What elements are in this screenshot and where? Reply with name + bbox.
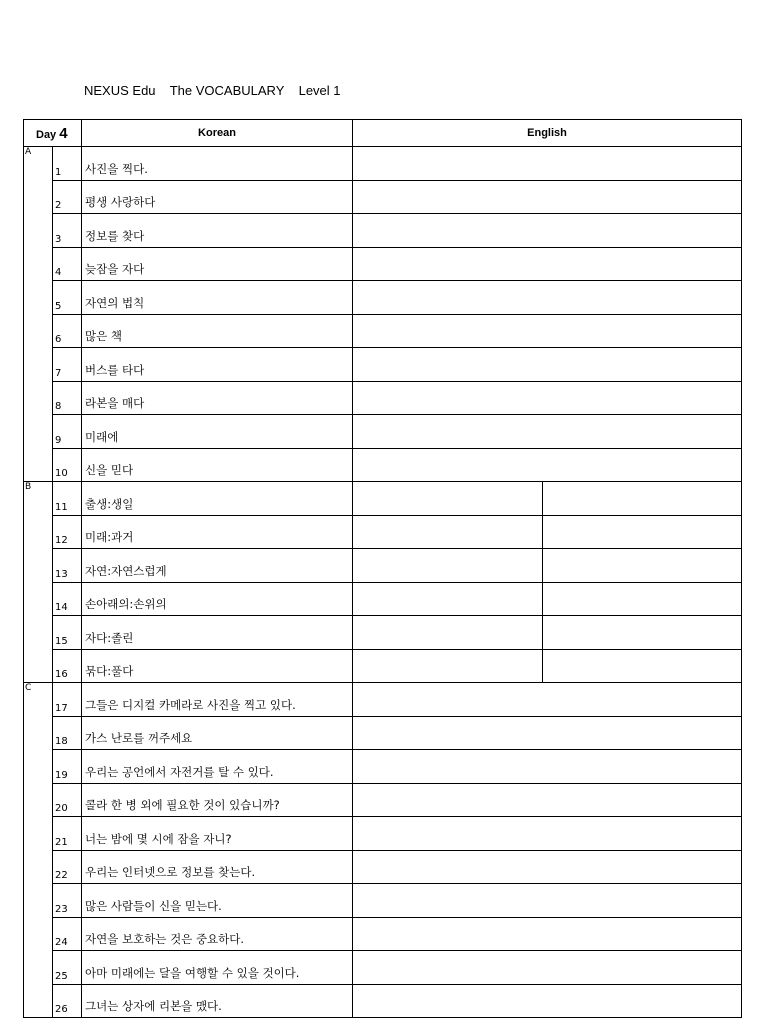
table-row	[24, 850, 742, 884]
english-answer-cell-right[interactable]	[543, 515, 742, 549]
korean-cell: 우리는 공언에서 자전거를 탈 수 있다.	[82, 750, 353, 784]
table-row	[24, 515, 742, 549]
korean-cell: 늦잠을 자다	[82, 247, 353, 281]
korean-cell: 그들은 디지컬 카메라로 사진을 찍고 있다.	[82, 683, 353, 717]
item-number: 26	[53, 984, 82, 1018]
english-answer-cell[interactable]	[353, 247, 742, 281]
english-answer-cell-right[interactable]	[543, 549, 742, 583]
korean-cell: 묶다:풀다	[82, 649, 353, 683]
table-row	[24, 616, 742, 650]
table-row	[24, 214, 742, 248]
english-answer-cell[interactable]	[353, 817, 742, 851]
korean-column-header: Korean	[82, 120, 353, 147]
korean-cell: 자연을 보호하는 것은 중요하다.	[82, 917, 353, 951]
table-row	[24, 984, 742, 1018]
korean-cell: 우리는 인터넷으로 정보를 찾는다.	[82, 850, 353, 884]
english-answer-cell-left[interactable]	[353, 549, 543, 583]
table-row	[24, 750, 742, 784]
english-answer-cell[interactable]	[353, 180, 742, 214]
english-answer-cell-left[interactable]	[353, 515, 543, 549]
item-number: 1	[53, 147, 82, 181]
item-number: 4	[53, 247, 82, 281]
document-title: NEXUS Edu The VOCABULARY Level 1	[84, 83, 341, 98]
table-row	[24, 180, 742, 214]
table-row	[24, 281, 742, 315]
item-number: 21	[53, 817, 82, 851]
english-answer-cell-right[interactable]	[543, 582, 742, 616]
item-number: 25	[53, 951, 82, 985]
korean-cell: 자연의 법칙	[82, 281, 353, 315]
english-answer-cell[interactable]	[353, 917, 742, 951]
item-number: 15	[53, 616, 82, 650]
item-number: 16	[53, 649, 82, 683]
table-row	[24, 247, 742, 281]
item-number: 5	[53, 281, 82, 315]
english-answer-cell-right[interactable]	[543, 616, 742, 650]
korean-cell: 콜라 한 병 외에 필요한 것이 있습니까?	[82, 783, 353, 817]
korean-cell: 출생:생일	[82, 482, 353, 516]
english-answer-cell[interactable]	[353, 984, 742, 1018]
table-row	[24, 951, 742, 985]
day-number: 4	[59, 124, 68, 142]
english-answer-cell[interactable]	[353, 348, 742, 382]
table-row	[24, 649, 742, 683]
table-row	[24, 482, 742, 516]
english-answer-cell-right[interactable]	[543, 649, 742, 683]
korean-cell: 가스 난로를 꺼주세요	[82, 716, 353, 750]
english-answer-cell[interactable]	[353, 716, 742, 750]
korean-cell: 많은 책	[82, 314, 353, 348]
item-number: 23	[53, 884, 82, 918]
korean-cell: 그녀는 상자에 리본을 맸다.	[82, 984, 353, 1018]
korean-cell: 평생 사랑하다	[82, 180, 353, 214]
item-number: 8	[53, 381, 82, 415]
english-answer-cell[interactable]	[353, 850, 742, 884]
english-answer-cell[interactable]	[353, 951, 742, 985]
table-header-row	[24, 120, 742, 147]
english-answer-cell[interactable]	[353, 783, 742, 817]
table-row	[24, 716, 742, 750]
korean-cell: 아마 미래에는 달을 여행할 수 있을 것이다.	[82, 951, 353, 985]
table-row	[24, 582, 742, 616]
korean-cell: 미래:과거	[82, 515, 353, 549]
english-answer-cell[interactable]	[353, 415, 742, 449]
english-column-header: English	[353, 120, 742, 147]
korean-cell: 많은 사람들이 신을 믿는다.	[82, 884, 353, 918]
english-answer-cell-left[interactable]	[353, 582, 543, 616]
item-number: 6	[53, 314, 82, 348]
item-number: 20	[53, 783, 82, 817]
table-row	[24, 348, 742, 382]
korean-cell: 신을 믿다	[82, 448, 353, 482]
item-number: 11	[53, 482, 82, 516]
table-row	[24, 448, 742, 482]
english-answer-cell[interactable]	[353, 683, 742, 717]
table-row	[24, 817, 742, 851]
english-answer-cell[interactable]	[353, 750, 742, 784]
table-row	[24, 783, 742, 817]
item-number: 22	[53, 850, 82, 884]
english-answer-cell-left[interactable]	[353, 482, 543, 516]
english-answer-cell[interactable]	[353, 448, 742, 482]
item-number: 3	[53, 214, 82, 248]
item-number: 14	[53, 582, 82, 616]
day-header	[24, 120, 82, 147]
item-number: 2	[53, 180, 82, 214]
korean-cell: 자연:자연스럽게	[82, 549, 353, 583]
item-number: 9	[53, 415, 82, 449]
item-number: 7	[53, 348, 82, 382]
korean-cell: 손아래의:손위의	[82, 582, 353, 616]
section-label: A	[24, 147, 53, 482]
day-label: Day	[36, 128, 57, 141]
english-answer-cell[interactable]	[353, 381, 742, 415]
table-row	[24, 147, 742, 181]
item-number: 18	[53, 716, 82, 750]
item-number: 24	[53, 917, 82, 951]
table-row	[24, 884, 742, 918]
english-answer-cell[interactable]	[353, 314, 742, 348]
korean-cell: 너는 밤에 몇 시에 잠을 자니?	[82, 817, 353, 851]
english-answer-cell-right[interactable]	[543, 482, 742, 516]
section-label: C	[24, 683, 53, 1018]
english-answer-cell-left[interactable]	[353, 616, 543, 650]
item-number: 12	[53, 515, 82, 549]
table-row	[24, 415, 742, 449]
english-answer-cell[interactable]	[353, 884, 742, 918]
english-answer-cell[interactable]	[353, 281, 742, 315]
english-answer-cell[interactable]	[353, 214, 742, 248]
item-number: 10	[53, 448, 82, 482]
item-number: 19	[53, 750, 82, 784]
korean-cell: 정보를 찾다	[82, 214, 353, 248]
section-label: B	[24, 482, 53, 683]
vocabulary-table	[23, 119, 742, 1018]
korean-cell: 버스를 타다	[82, 348, 353, 382]
korean-cell: 라본을 매다	[82, 381, 353, 415]
english-answer-cell[interactable]	[353, 147, 742, 181]
table-row	[24, 917, 742, 951]
table-row	[24, 381, 742, 415]
item-number: 17	[53, 683, 82, 717]
english-answer-cell-left[interactable]	[353, 649, 543, 683]
korean-cell: 자다:졸린	[82, 616, 353, 650]
item-number: 13	[53, 549, 82, 583]
table-row	[24, 314, 742, 348]
korean-cell: 사진을 찍다.	[82, 147, 353, 181]
table-row	[24, 549, 742, 583]
korean-cell: 미래에	[82, 415, 353, 449]
table-row	[24, 683, 742, 717]
